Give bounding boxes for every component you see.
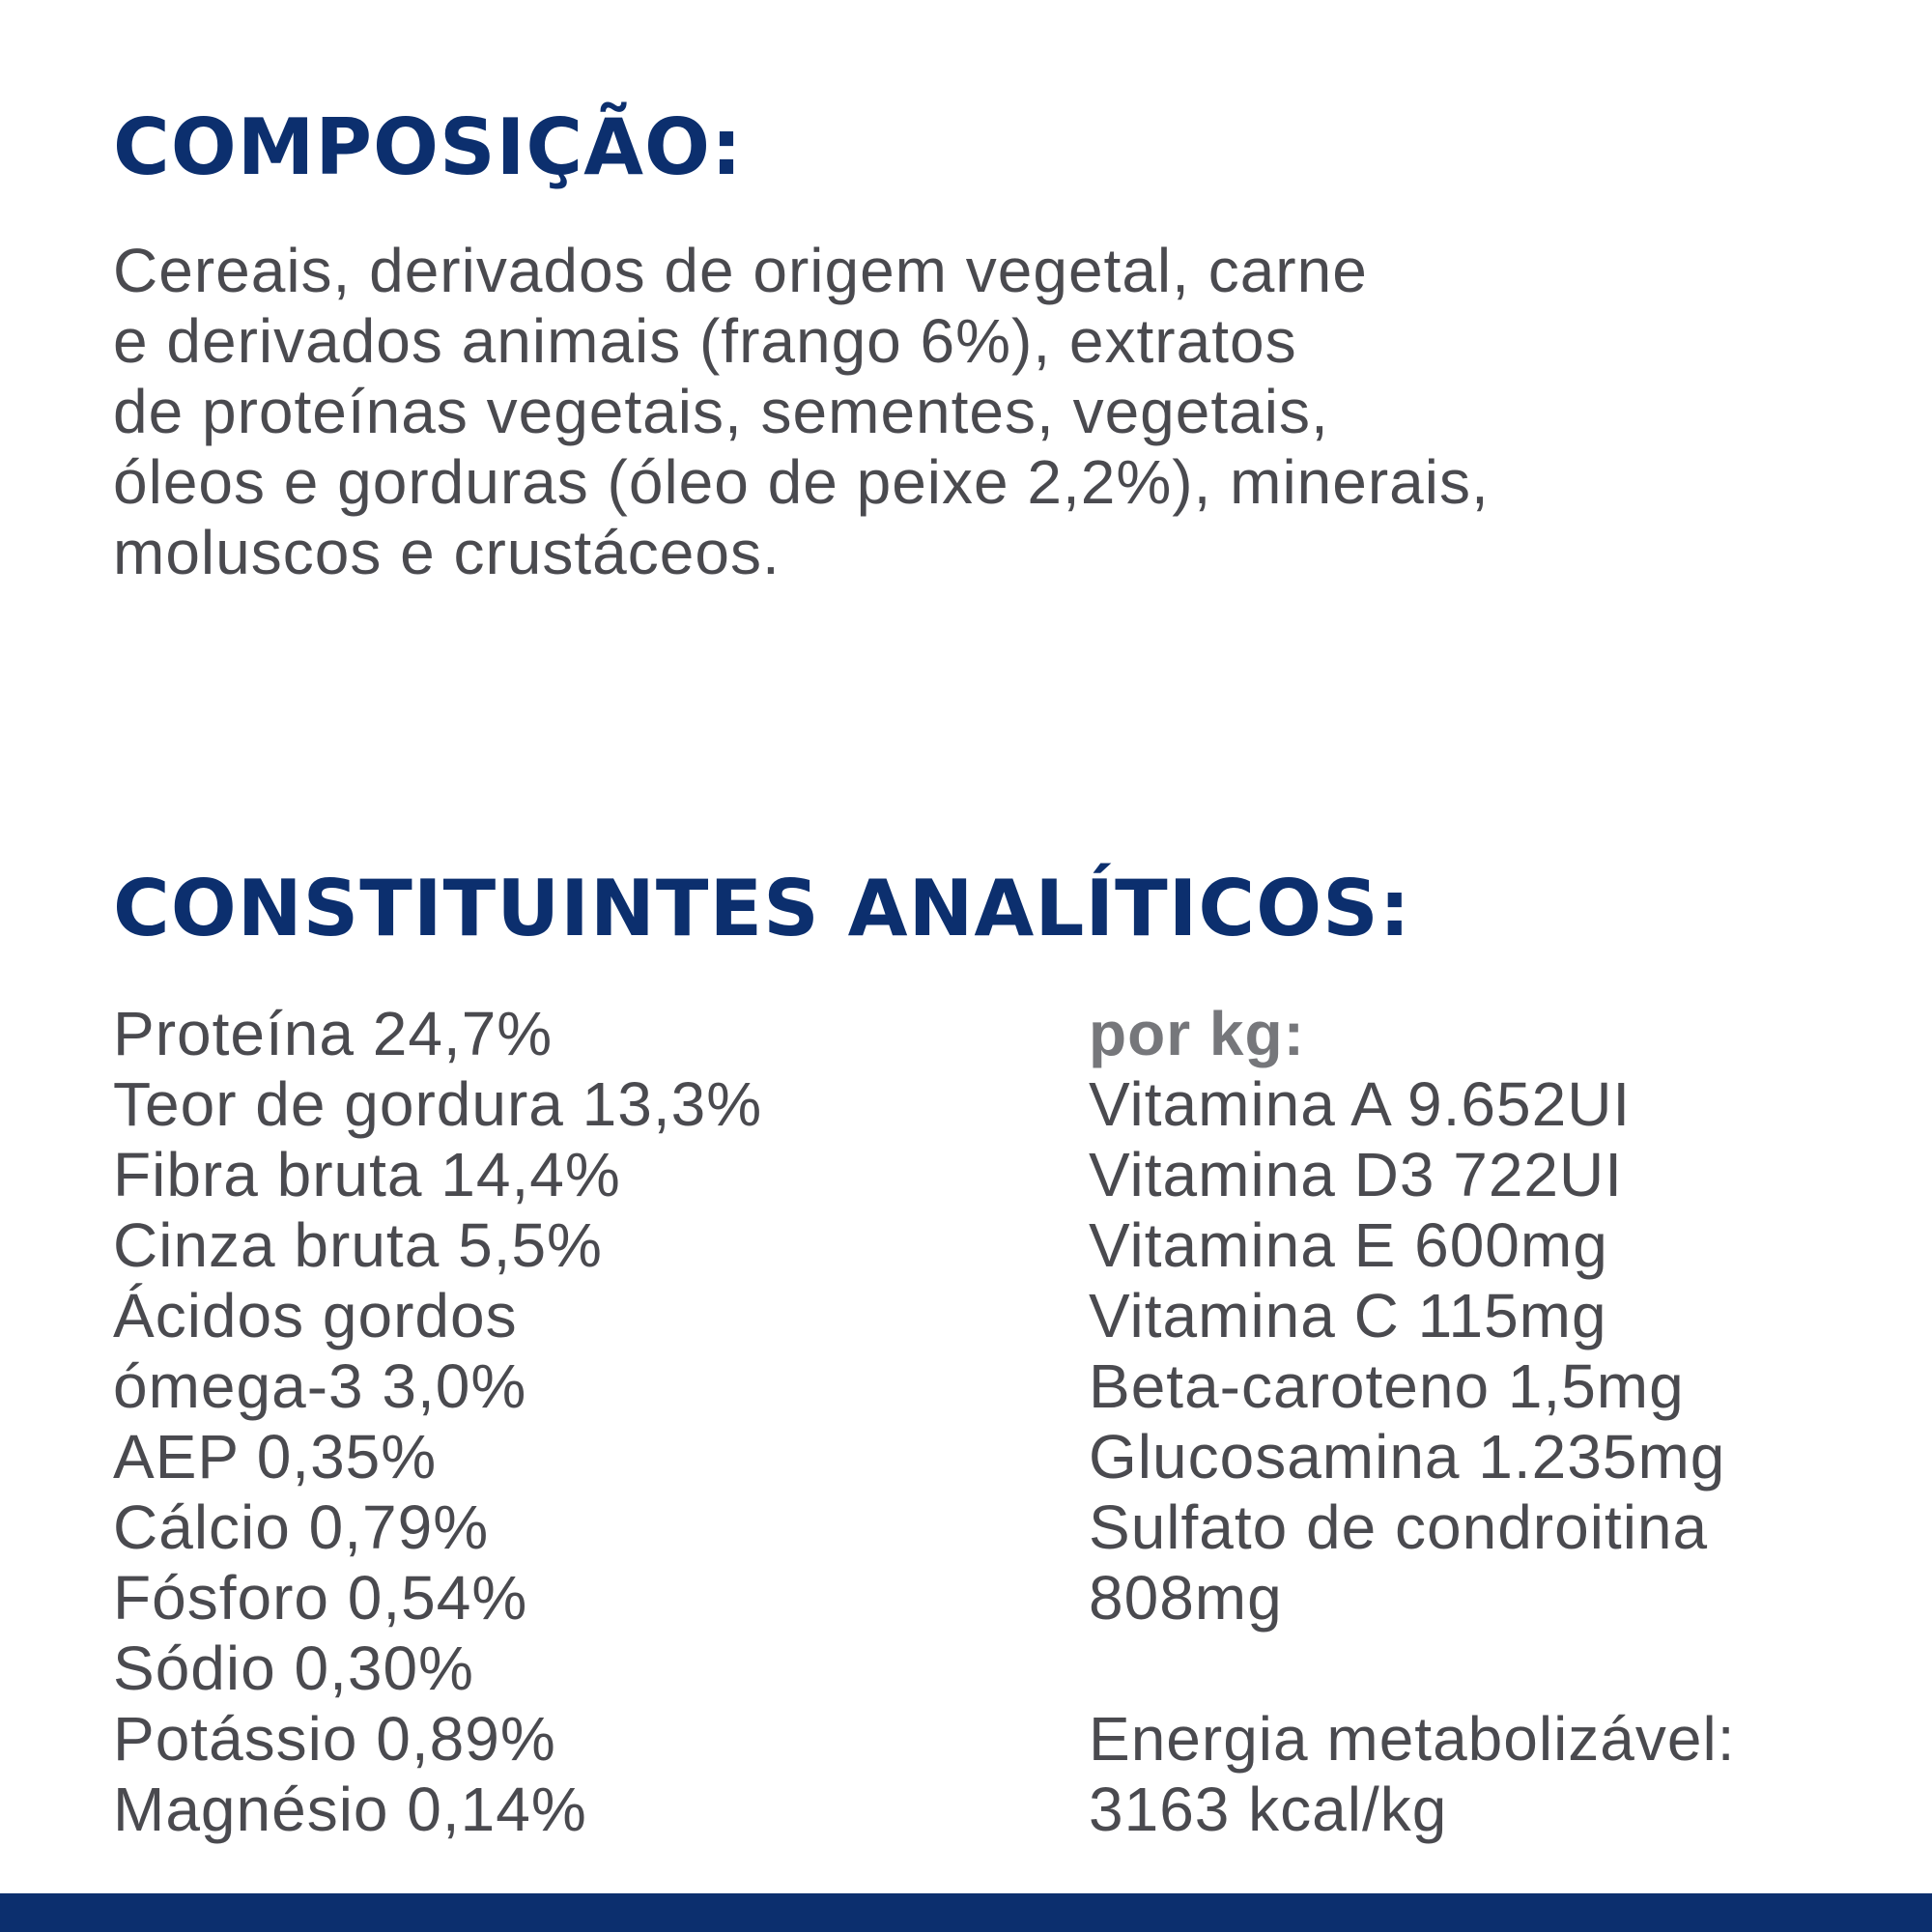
- vitamin-item: Vitamina D3 722UI: [1089, 1140, 1623, 1209]
- analytical-item: Ácidos gordos: [113, 1281, 518, 1350]
- vitamin-item: Vitamina C 115mg: [1089, 1281, 1607, 1350]
- vitamin-item: Beta-caroteno 1,5mg: [1089, 1351, 1685, 1421]
- analytical-item: Cálcio 0,79%: [113, 1492, 490, 1562]
- analytical-item: Cinza bruta 5,5%: [113, 1210, 603, 1280]
- composition-line: Cereais, derivados de origem vegetal, carne: [113, 236, 1368, 305]
- analytical-item: Teor de gordura 13,3%: [113, 1069, 763, 1139]
- energy-value: 3163 kcal/kg: [1089, 1775, 1448, 1844]
- vitamin-item: Vitamina A 9.652UI: [1089, 1069, 1632, 1139]
- analytical-item: Fibra bruta 14,4%: [113, 1140, 621, 1209]
- per-kg-label: por kg:: [1089, 999, 1305, 1068]
- analytical-left-column: [113, 999, 762, 1845]
- analytical-item: Magnésio 0,14%: [113, 1775, 587, 1844]
- analytical-item: Fósforo 0,54%: [113, 1563, 528, 1633]
- composition-line: óleos e gorduras (óleo de peixe 2,2%), minerais,: [113, 447, 1490, 517]
- composition-line: moluscos e crustáceos.: [113, 518, 781, 587]
- bottom-bar: [0, 1893, 1932, 1932]
- analytical-item: Sódio 0,30%: [113, 1634, 474, 1703]
- composition-text: [113, 236, 1490, 588]
- vitamin-item: 808mg: [1089, 1563, 1283, 1633]
- spacer: [1089, 1634, 1735, 1704]
- vitamin-item: Glucosamina 1.235mg: [1089, 1422, 1726, 1492]
- composition-heading: COMPOSIÇÃO:: [113, 102, 743, 192]
- vitamin-item: Vitamina E 600mg: [1089, 1210, 1608, 1280]
- analytical-item: ómega-3 3,0%: [113, 1351, 527, 1421]
- energy-label: Energia metabolizável:: [1089, 1704, 1736, 1774]
- vitamin-item: Sulfato de condroitina: [1089, 1492, 1709, 1562]
- composition-line: de proteínas vegetais, sementes, vegetais,: [113, 377, 1329, 446]
- analytical-item: Proteína 24,7%: [113, 999, 554, 1068]
- analytical-item: AEP 0,35%: [113, 1422, 438, 1492]
- analytical-right-column: [1089, 999, 1735, 1845]
- analytical-constituents-heading: CONSTITUINTES ANALÍTICOS:: [113, 864, 1411, 953]
- composition-line: e derivados animais (frango 6%), extratos: [113, 306, 1297, 376]
- analytical-item: Potássio 0,89%: [113, 1704, 556, 1774]
